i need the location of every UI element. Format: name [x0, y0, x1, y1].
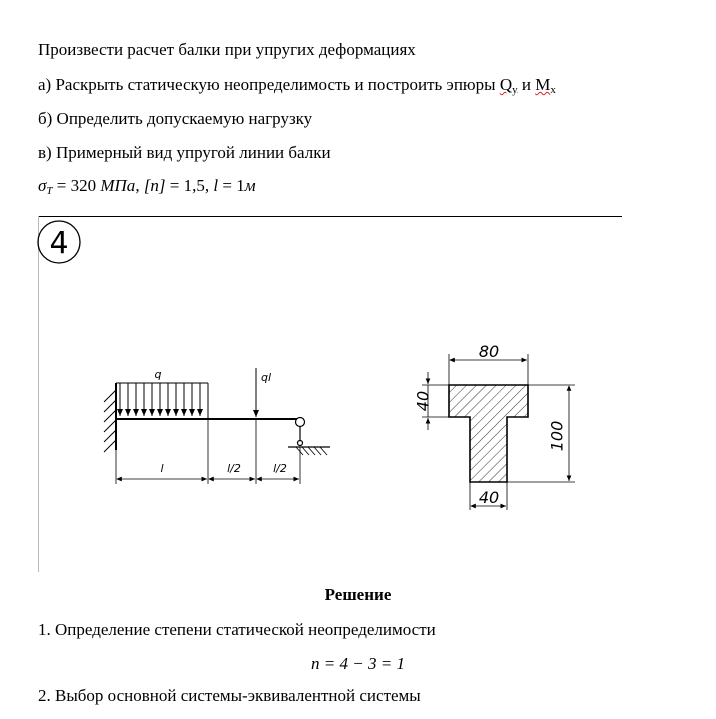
t-cross-section — [414, 342, 576, 510]
task-item-a-text: а) Раскрыть статическую неопределимость и построить эпюры — [38, 75, 500, 94]
distributed-load — [116, 383, 208, 419]
task-item-c: в) Примерный вид упругой линии балки — [38, 143, 331, 162]
m-symbol: $M_x$ — [535, 75, 556, 96]
dim-40-web-label: 40 — [478, 488, 500, 507]
solution-equation: n = 4 − 3 = 1 — [311, 654, 405, 673]
dim-80-label: 80 — [478, 342, 500, 361]
dim-half1-label: l/2 — [227, 462, 241, 475]
variant-number: 4 — [49, 226, 69, 261]
q-symbol: $Q_y$ — [499, 75, 518, 96]
solution-step-2: 2. Выбор основной системы-эквивалентной системы — [38, 686, 421, 705]
solution-step-1: 1. Определение степени статической неопределимости — [38, 620, 436, 639]
task-title: Произвести расчет балки при упругих деформациях — [38, 40, 416, 59]
beam-scheme — [104, 368, 330, 484]
dim-100-label: 100 — [547, 420, 567, 452]
task-item-a: а) Раскрыть статическую неопределимость и построить эпюры $Q_y$ и $M_x$ — [38, 75, 556, 96]
wall-hatch — [104, 390, 116, 452]
section-shape — [449, 385, 528, 482]
dim-half2-label: l/2 — [273, 462, 287, 475]
dim-l-label: l — [160, 462, 164, 475]
load-q-label: q — [154, 368, 162, 381]
pinned-support — [288, 418, 330, 456]
dim-40-flange-label: 40 — [413, 390, 433, 412]
given-formula: $\sigma_T = 320$ МПа, [n] = 1,5, l = 1м — [38, 176, 256, 197]
variant-badge — [38, 221, 80, 263]
force-ql-label: ql — [261, 371, 272, 384]
solution-heading: Решение — [324, 585, 392, 604]
task-item-b: б) Определить допускаемую нагрузку — [38, 109, 313, 128]
